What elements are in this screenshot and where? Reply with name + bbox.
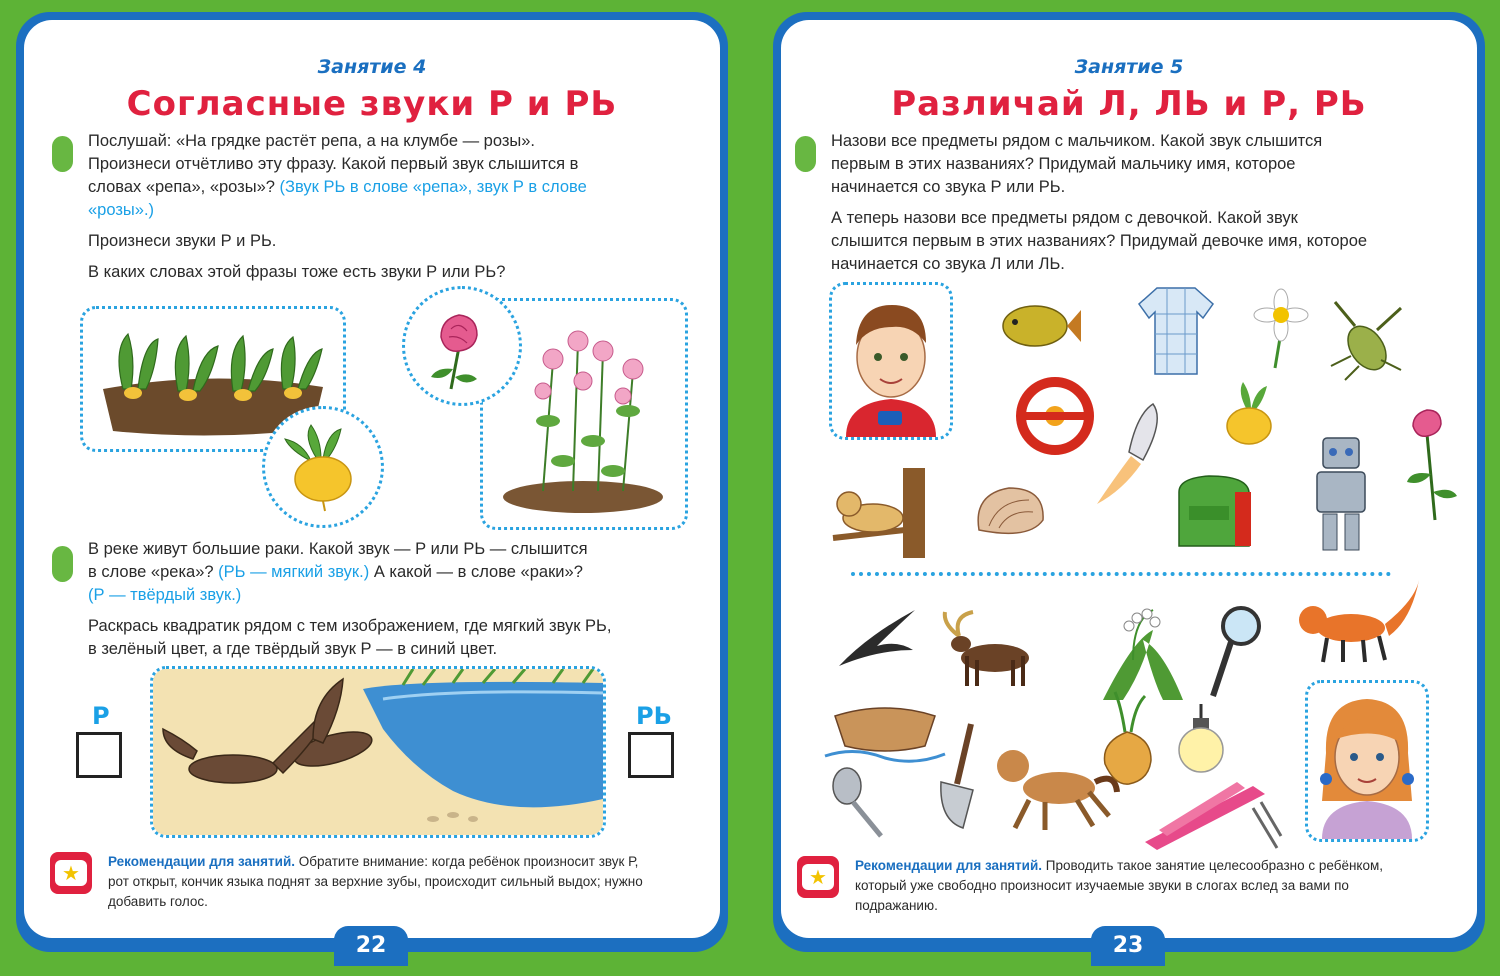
lesson-label: Занятие 5 bbox=[1074, 56, 1184, 78]
star-icon: ★ bbox=[809, 865, 827, 889]
rose-illustration bbox=[405, 289, 519, 403]
turnip-illustration bbox=[265, 409, 381, 525]
page-number: 23 bbox=[1091, 926, 1165, 966]
turnip-picture-frame bbox=[262, 406, 384, 528]
lesson-title: Различай Л, ЛЬ и Р, РЬ bbox=[891, 84, 1367, 124]
left-page-frame bbox=[16, 12, 728, 958]
recommendation-text: Рекомендации для занятий. Проводить такое занятие целесообразно с ребёнком, который уже свободно произносит изучаемые звуки в слогах вслед за вами по подражанию. bbox=[855, 858, 1384, 913]
task-2-text: В реке живут большие раки. Какой звук — Р или РЬ — слышится в слове «река»? (РЬ — мягкий звук.) А какой — в слове «раки»? (Р — твёрдый звук.) Раскрась квадратик рядом с тем изображением, где мягкий звук РЬ, в зелёный цвет, а где твёрдый звук Р — в синий цвет. bbox=[88, 540, 612, 658]
right-page-frame bbox=[773, 12, 1485, 958]
recommendation-badge bbox=[797, 856, 839, 898]
crayfish-river-illustration bbox=[153, 669, 603, 835]
star-icon: ★ bbox=[62, 861, 80, 885]
recommendation-badge bbox=[50, 852, 92, 894]
task-text: Назови все предметы рядом с мальчиком. Какой звук слышится первым в этих названиях? Придумай мальчику имя, которое начинается со звука Р или РЬ. А теперь назови все предметы рядом с девочкой. Какой звук слышится первым в этих названиях? Придумай девочке имя, которое начинается со звука Л или ЛЬ. bbox=[831, 132, 1368, 273]
swallow-illustration bbox=[837, 606, 917, 670]
rose-picture-frame bbox=[402, 286, 522, 406]
task-bullet bbox=[52, 546, 73, 582]
task-bullet bbox=[795, 136, 816, 172]
rose-illustration bbox=[1401, 404, 1461, 520]
lynx-illustration bbox=[833, 468, 933, 558]
sound-hard-label: Р bbox=[92, 702, 110, 730]
elk-illustration bbox=[943, 606, 1043, 690]
lesson-title: Согласные звуки Р и РЬ bbox=[126, 84, 618, 124]
boy-illustration bbox=[832, 285, 950, 437]
recommendation-text: Рекомендации для занятий. Обратите внимание: когда ребёнок произносит звук Р, рот открыт, кончик языка поднят за верхние зубы, происходит сильный выдох; нужно добавить голос. bbox=[108, 854, 643, 909]
river-scene-picture-frame bbox=[150, 666, 606, 838]
hard-sound-color-square[interactable] bbox=[76, 732, 122, 778]
school-bag-illustration bbox=[1169, 466, 1259, 556]
daisy-illustration bbox=[1245, 288, 1315, 368]
page-number: 22 bbox=[334, 926, 408, 966]
magnifying-glass-illustration bbox=[1205, 604, 1265, 700]
lesson-label: Занятие 4 bbox=[317, 56, 427, 78]
shell-illustration bbox=[969, 480, 1049, 546]
task-bullet bbox=[52, 136, 73, 172]
left-page bbox=[24, 20, 720, 938]
boy-picture-frame bbox=[829, 282, 953, 440]
right-page bbox=[781, 20, 1477, 938]
soft-sound-color-square[interactable] bbox=[628, 732, 674, 778]
shovel-illustration bbox=[919, 720, 991, 830]
turnip-illustration bbox=[1219, 380, 1279, 456]
section-divider bbox=[851, 572, 1391, 576]
sound-soft-label: РЬ bbox=[636, 702, 672, 730]
girl-illustration bbox=[1308, 683, 1426, 839]
fish-illustration bbox=[991, 292, 1081, 358]
girl-picture-frame bbox=[1305, 680, 1429, 842]
spoon-illustration bbox=[829, 766, 889, 838]
fox-illustration bbox=[1291, 580, 1421, 664]
crayfish-illustration bbox=[1321, 296, 1411, 384]
light-bulb-illustration bbox=[1171, 704, 1231, 780]
task-1-text: Послушай: «На грядке растёт репа, а на клумбе — розы». Произнеси отчётливо эту фразу. Какой первый звук слышится в словах «репа», «розы»? (Звук РЬ в слове «репа», звук Р в слове «розы».) Произнеси звуки Р и РЬ. В каких словах этой фразы тоже есть звуки Р или РЬ? bbox=[88, 132, 587, 281]
shirt-illustration bbox=[1137, 284, 1215, 376]
skis-illustration bbox=[1137, 772, 1281, 852]
steering-wheel-illustration bbox=[1013, 374, 1097, 458]
lily-of-the-valley-illustration bbox=[1093, 600, 1193, 700]
rocket-illustration bbox=[1093, 400, 1173, 508]
robot-illustration bbox=[1301, 434, 1381, 554]
